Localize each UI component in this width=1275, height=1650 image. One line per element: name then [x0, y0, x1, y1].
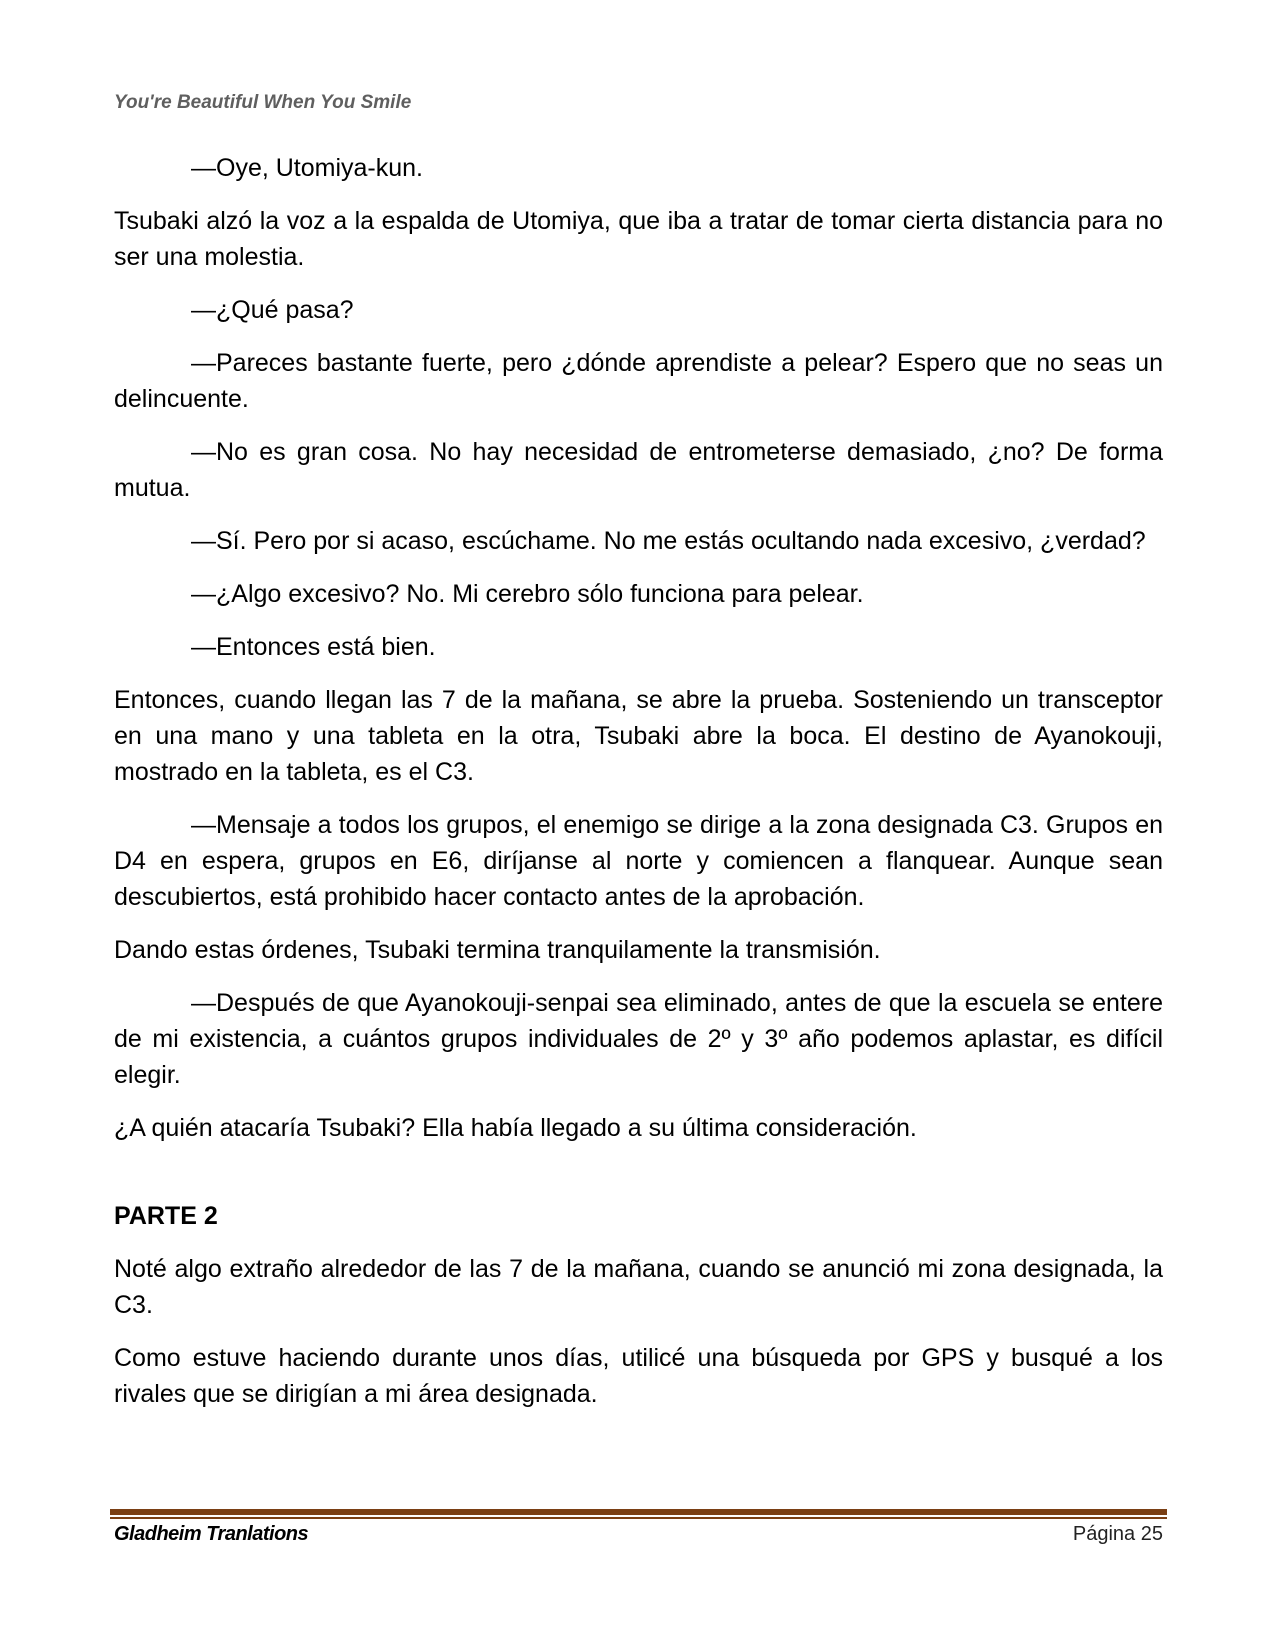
paragraph: —¿Algo excesivo? No. Mi cerebro sólo funciona para pelear. [191, 580, 864, 608]
paragraph: —Sí. Pero por si acaso, escúchame. No me estás ocultando nada excesivo, ¿verdad? [191, 527, 1146, 555]
paragraph: —Entonces está bien. [191, 633, 436, 661]
paragraph: —No es gran cosa. No hay necesidad de entrometerse demasiado, ¿no? De forma mutua. [114, 438, 1163, 502]
paragraph: Como estuve haciendo durante unos días, utilicé una búsqueda por GPS y busqué a los rivales que se dirigían a mi área designada. [114, 1344, 1163, 1408]
paragraph: —Después de que Ayanokouji-senpai sea eliminado, antes de que la escuela se entere de mi existencia, a cuántos grupos individuales de 2º y 3º año podemos aplastar, es difícil elegir. [114, 989, 1163, 1089]
paragraph: —Mensaje a todos los grupos, el enemigo se dirige a la zona designada C3. Grupos en D4 en espera, grupos en E6, diríjanse al norte y comiencen a flanquear. Aunque sean descubiertos, está prohibido hacer contacto antes de la aprobación. [114, 811, 1163, 911]
footer-rule [110, 1509, 1167, 1519]
paragraph: —¿Qué pasa? [191, 296, 354, 324]
page-number-value: 25 [1140, 1523, 1163, 1545]
paragraph: Tsubaki alzó la voz a la espalda de Utomiya, que iba a tratar de tomar cierta distancia para no ser una molestia. [114, 207, 1163, 271]
page-label: Página [1072, 1523, 1136, 1545]
paragraph: Noté algo extraño alrededor de las 7 de la mañana, cuando se anunció mi zona designada, la C3. [114, 1255, 1163, 1319]
paragraph: Dando estas órdenes, Tsubaki termina tranquilamente la transmisión. [114, 936, 881, 964]
running-header: You're Beautiful When You Smile [114, 92, 412, 113]
page-body [114, 150, 1163, 1429]
page-number [1073, 1523, 1163, 1546]
paragraph: —Oye, Utomiya-kun. [191, 154, 424, 182]
footer-publisher: Gladheim Tranlations [114, 1523, 309, 1545]
paragraph: ¿A quién atacaría Tsubaki? Ella había llegado a su última consideración. [114, 1114, 917, 1142]
section-heading: PARTE 2 [114, 1202, 218, 1230]
paragraph: —Pareces bastante fuerte, pero ¿dónde aprendiste a pelear? Espero que no seas un delincuente. [114, 349, 1163, 413]
paragraph: Entonces, cuando llegan las 7 de la mañana, se abre la prueba. Sosteniendo un transceptor en una mano y una tableta en la otra, Tsubaki abre la boca. El destino de Ayanokouji, mostrado en la tableta, es el C3. [114, 686, 1163, 786]
